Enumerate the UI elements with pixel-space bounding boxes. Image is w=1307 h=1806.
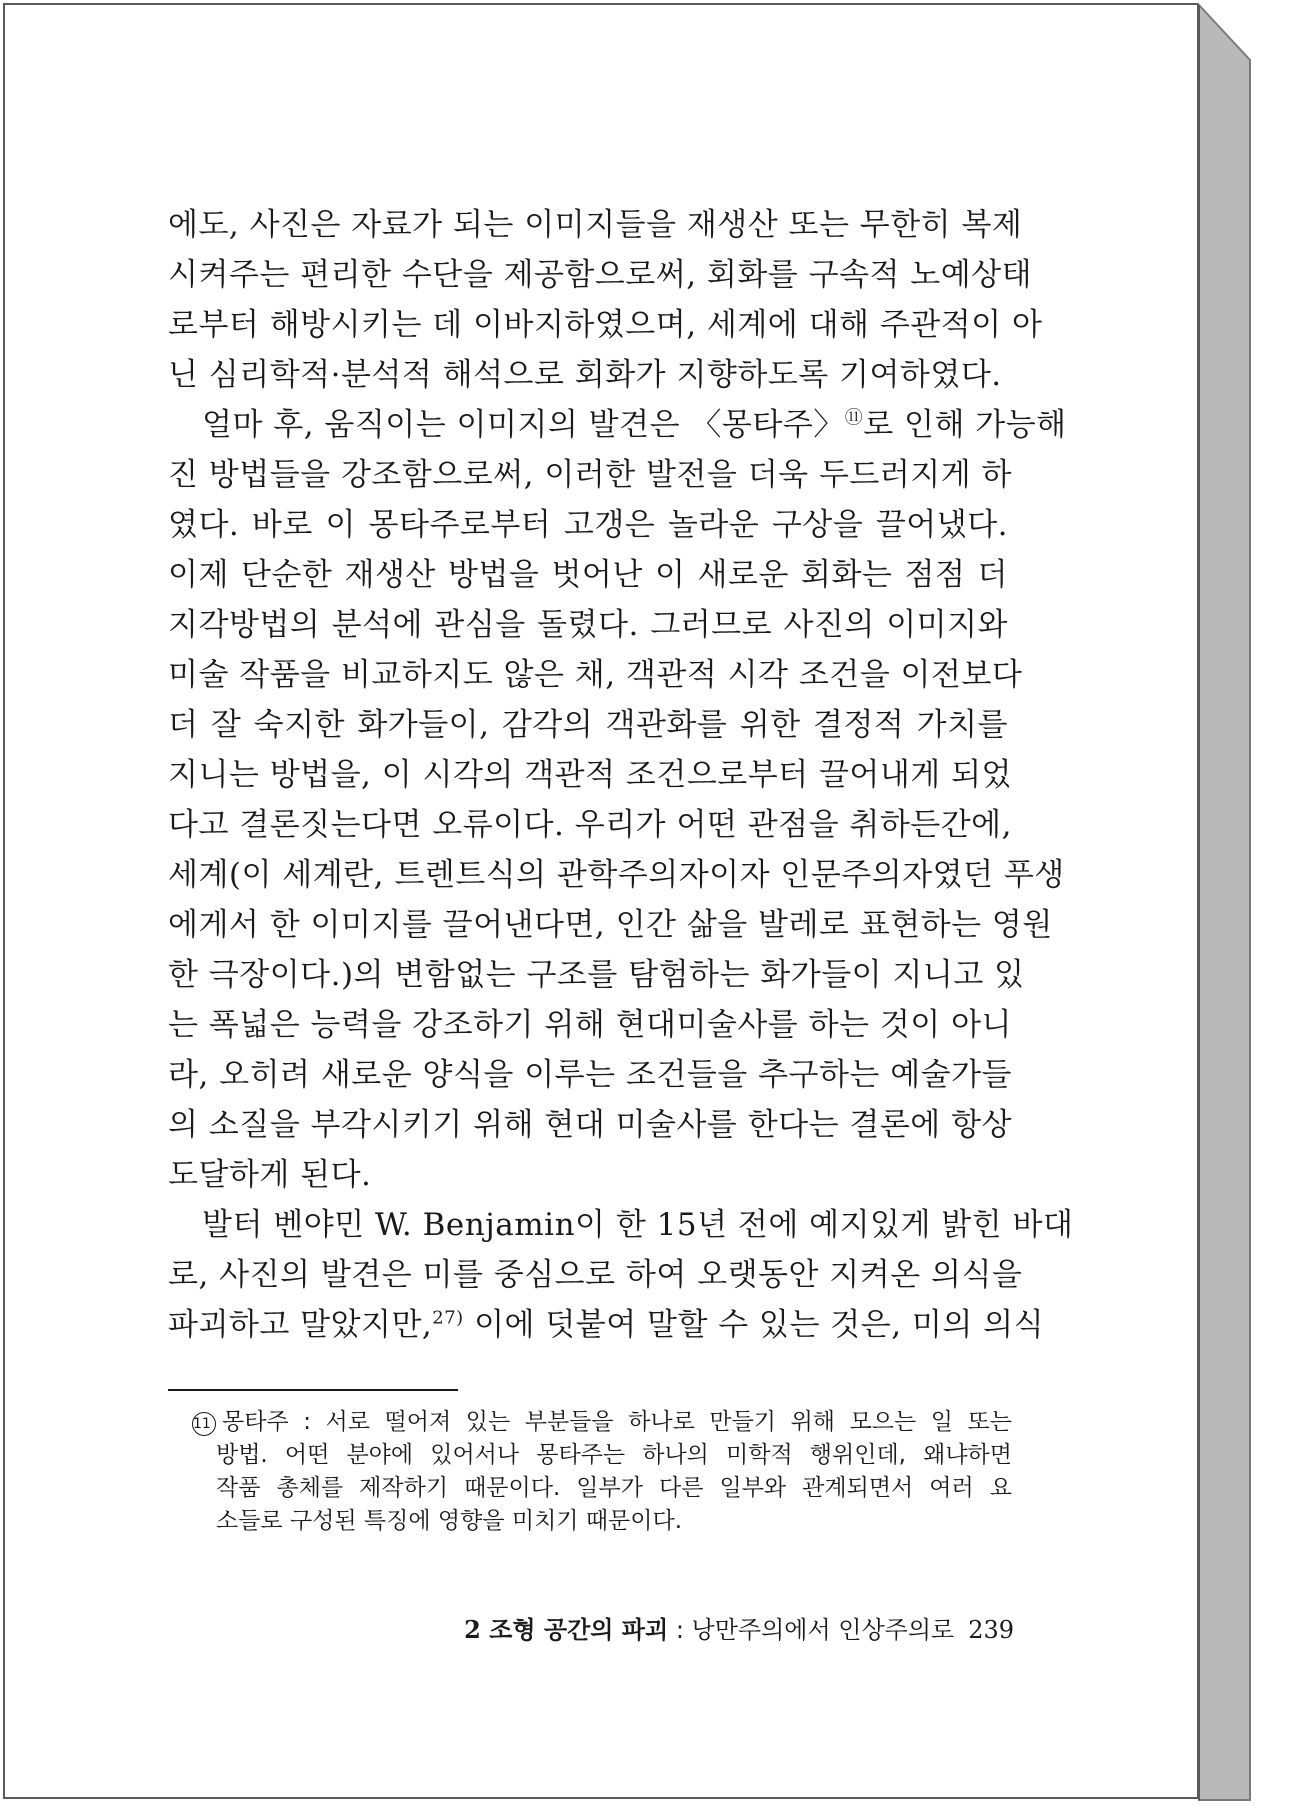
text-line: 지니는 방법을, 이 시각의 객관적 조건으로부터 끌어내게 되었 xyxy=(168,757,1012,793)
footnote-divider xyxy=(168,1389,458,1391)
text-line: 의 소질을 부각시키기 위해 현대 미술사를 한다는 결론에 항상 xyxy=(168,1107,1012,1143)
text-line: 발터 벤야민 W. Benjamin이 한 15년 전에 예지있게 밝힌 바대 xyxy=(202,1207,1074,1243)
text-segment: 이에 덧붙여 말할 수 있는 것은, 미의 의식 xyxy=(463,1307,1045,1343)
text-line: 더 잘 숙지한 화가들이, 감각의 객관화를 위한 결정적 가치를 xyxy=(168,707,1008,743)
footnote-line: 방법. 어떤 분야에 있어서나 몽타주는 하나의 미학적 행위인데, 왜냐하면 xyxy=(216,1442,1012,1468)
text-line: 도달하게 된다. xyxy=(168,1157,372,1193)
footer-chapter-title: 2 조형 공간의 파괴 xyxy=(464,1615,669,1644)
text-line: 진 방법들을 강조함으로써, 이러한 발전을 더욱 두드러지게 하 xyxy=(168,457,1012,493)
text-line: 에도, 사진은 자료가 되는 이미지들을 재생산 또는 무한히 복제 xyxy=(168,207,1023,243)
text-line: 이제 단순한 재생산 방법을 벗어난 이 새로운 회화는 점점 더 xyxy=(168,557,1008,593)
text-line: 라, 오히려 새로운 양식을 이루는 조건들을 추구하는 예술가들 xyxy=(168,1057,1012,1093)
page-number: 239 xyxy=(968,1616,1014,1644)
text-segment: 얼마 후, 움직이는 이미지의 발견은 〈몽타주〉 xyxy=(202,407,845,443)
footnote-line: 소들로 구성된 특징에 영향을 미치기 때문이다. xyxy=(216,1508,683,1534)
text-line: 로, 사진의 발견은 미를 중심으로 하여 오랫동안 지켜온 의식을 xyxy=(168,1257,1023,1293)
text-segment: 로 인해 가능해 xyxy=(863,407,1067,443)
text-line: 시켜주는 편리한 수단을 제공함으로써, 회화를 구속적 노예상태 xyxy=(168,257,1033,293)
footnote-marker: 11 xyxy=(192,1412,216,1436)
text-line: 였다. 바로 이 몽타주로부터 고갱은 놀라운 구상을 끌어냈다. xyxy=(168,507,1008,543)
text-line xyxy=(168,1300,1045,1350)
footer-subtitle: 낭만주의에서 인상주의로 xyxy=(691,1616,955,1644)
body-text xyxy=(168,200,1074,1350)
paragraph-3 xyxy=(168,1200,1074,1350)
paragraph-2 xyxy=(168,400,1067,1200)
running-footer xyxy=(440,1614,1014,1646)
footnote-reference[interactable]: ⑪ xyxy=(844,407,864,429)
footnote xyxy=(192,1406,1012,1538)
endnote-reference[interactable]: 27) xyxy=(432,1307,464,1329)
footnote-line xyxy=(192,1406,1012,1439)
paragraph-1 xyxy=(168,200,1043,400)
text-line: 다고 결론짓는다면 오류이다. 우리가 어떤 관점을 취하든간에, xyxy=(168,807,1012,843)
text-line: 닌 심리학적·분석적 해석으로 회화가 지향하도록 기여하였다. xyxy=(168,357,1002,393)
text-line: 는 폭넓은 능력을 강조하기 위해 현대미술사를 하는 것이 아니 xyxy=(168,1007,1012,1043)
text-line: 세계(이 세계란, 트렌트식의 관학주의자이자 인문주의자였던 푸생 xyxy=(168,857,1065,893)
text-line: 로부터 해방시키는 데 이바지하였으며, 세계에 대해 주관적이 아 xyxy=(168,307,1043,343)
text-line: 에게서 한 이미지를 끌어낸다면, 인간 삶을 발레로 표현하는 영원 xyxy=(168,907,1053,943)
footnote-line: 작품 총체를 제작하기 때문이다. 일부가 다른 일부와 관계되면서 여러 요 xyxy=(216,1475,1012,1501)
text-line xyxy=(168,400,1067,450)
text-line: 한 극장이다.)의 변함없는 구조를 탐험하는 화가들이 지니고 있 xyxy=(168,957,1025,993)
footnote-text: 몽타주 : 서로 떨어져 있는 부분들을 하나로 만들기 위해 모으는 일 또는 xyxy=(222,1409,1012,1435)
footer-separator: : xyxy=(668,1616,692,1644)
text-line: 미술 작품을 비교하지도 않은 채, 객관적 시각 조건을 이전보다 xyxy=(168,657,1023,693)
text-line: 지각방법의 분석에 관심을 돌렸다. 그러므로 사진의 이미지와 xyxy=(168,607,1008,643)
text-segment: 파괴하고 말았지만, xyxy=(168,1307,433,1343)
